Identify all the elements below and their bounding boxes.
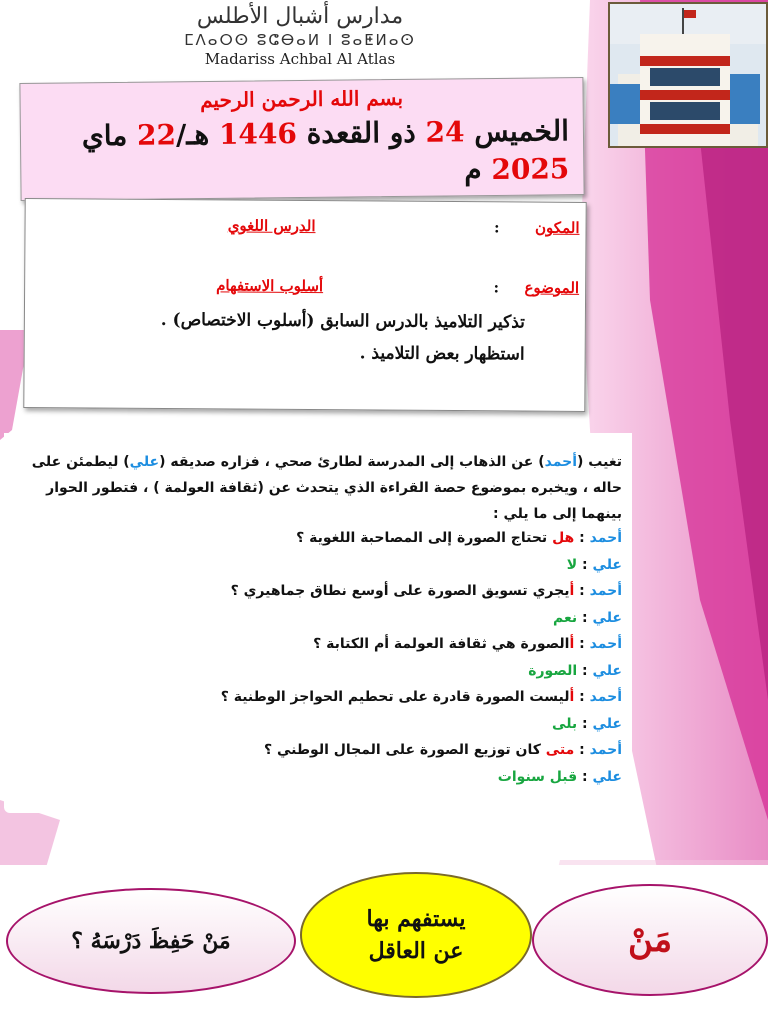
speaker-name: علي [592, 768, 622, 785]
date-header-box [19, 77, 584, 201]
speaker-separator: : [577, 556, 593, 573]
component-value: الدرس اللغوي [227, 216, 316, 236]
component-label: المكون [535, 218, 580, 237]
speaker-name: أحمد [589, 583, 622, 599]
dialog-line [553, 610, 622, 626]
dialog-line [528, 663, 622, 679]
dialog-line [296, 530, 622, 546]
topic-value: أسلوب الاستفهام [216, 276, 324, 296]
dialog-intro [12, 449, 622, 527]
usage-text [367, 903, 466, 967]
greg-month: ماي [81, 118, 128, 153]
dialog-line [313, 636, 622, 652]
usage-line2: عن العاقل [368, 938, 464, 964]
day-name: الخميس [474, 114, 570, 149]
speaker-separator: : [577, 609, 593, 626]
speaker-separator: : [574, 636, 590, 652]
dialog-line [498, 769, 622, 785]
answer-text: قبل سنوات [497, 768, 578, 785]
speaker-name: علي [592, 715, 622, 732]
lesson-info-box [23, 198, 586, 412]
question-text: تحتاج الصورة إلى المصاحبة اللغوية ؟ [296, 530, 553, 546]
intro-part1: تغيب ( [577, 454, 622, 470]
dialog-line [264, 742, 622, 758]
speaker-separator: : [574, 530, 590, 546]
intro-name-ali: علي [129, 454, 160, 470]
review-line: تذكير التلاميذ بالدرس السابق (أسلوب الاختصاص) . [160, 309, 525, 333]
example-oval [6, 888, 296, 994]
dialog-line [221, 689, 622, 705]
intro-part3: ) ليطمئن على حاله ، ويخبره بموضوع حصة القراءة الذي يتحدث عن (ثقافة العولمة ) ، فتطور الحوار بينهما إلى ما يلي : [31, 454, 622, 522]
hijri-suffix: هـ/ [175, 117, 210, 152]
speaker-name: علي [592, 662, 622, 679]
date-line [29, 112, 570, 194]
dialog-line [552, 716, 622, 732]
question-text: يجري تسويق الصورة على أوسع نطاق جماهيري ؟ [230, 583, 570, 599]
speaker-name: أحمد [589, 530, 622, 546]
question-text: كان توزيع الصورة على المجال الوطني ؟ [263, 742, 546, 758]
school-photo [608, 2, 768, 148]
speaker-name: أحمد [589, 742, 622, 758]
speaker-name: أحمد [589, 636, 622, 652]
example-text [71, 928, 230, 954]
topic-colon: : [493, 278, 500, 297]
speaker-separator: : [574, 689, 590, 705]
topic-label: الموضوع [524, 278, 580, 297]
example-rest: حَفِظَ دَرْسَهُ ؟ [71, 928, 203, 954]
tool-oval [532, 884, 768, 996]
answer-text: نعم [553, 609, 578, 626]
speaker-name: أحمد [589, 689, 622, 705]
intro-name-ahmed: أحمد [544, 454, 578, 470]
answer-text: لا [566, 556, 578, 573]
speaker-separator: : [577, 768, 593, 785]
hijri-year: 1446 [218, 117, 298, 151]
component-colon: : [493, 218, 500, 237]
question-tool: هل [552, 530, 575, 546]
greg-suffix: م [464, 153, 482, 187]
intro-part2: ) عن الذهاب إلى المدرسة لطارئ صحي ، فزاره صديقه ( [159, 454, 545, 470]
question-text: ليست الصورة قادرة على تحطيم الحواجز الوطنية ؟ [220, 689, 570, 705]
basmala: بسم الله الرحمن الرحيم [200, 85, 404, 113]
speaker-separator: : [574, 583, 590, 599]
question-tool: أ [569, 583, 575, 599]
speaker-separator: : [577, 715, 593, 732]
greg-year: 2025 [491, 152, 570, 187]
greg-day: 22 [136, 118, 177, 152]
speaker-separator: : [577, 662, 593, 679]
school-logo [160, 4, 440, 68]
answer-text: الصورة [528, 662, 578, 679]
question-tool: أ [569, 636, 575, 652]
answer-text: بلى [552, 715, 578, 732]
usage-line1: يستفهم بها [366, 906, 466, 932]
dialog-panel [4, 433, 632, 813]
usage-oval [300, 872, 532, 998]
question-tool: متى [545, 742, 575, 758]
recitation-line: استظهار بعض التلاميذ . [359, 343, 525, 365]
speaker-name: علي [592, 556, 622, 573]
logo-arabic: مدارس أشبال الأطلس [196, 4, 404, 29]
hijri-day: 24 [425, 115, 465, 149]
question-tool: أ [569, 689, 575, 705]
dialog-line [231, 583, 622, 599]
dialog-line [567, 557, 622, 573]
hijri-month: ذو القعدة [306, 115, 416, 150]
logo-tifinagh: ⵎⴷⴰⵔⵙ ⵓⵛⴱⴰⵍ ⵏ ⵓⴰⵟⵍⴰⵙ [184, 31, 416, 49]
speaker-separator: : [574, 742, 590, 758]
example-tool: مَنْ [202, 928, 231, 954]
tool-word: مَنْ [627, 920, 673, 960]
speaker-name: علي [592, 609, 622, 626]
question-text: الصورة هي ثقافة العولمة أم الكتابة ؟ [313, 636, 570, 652]
logo-latin: Madariss Achbal Al Atlas [204, 50, 396, 68]
